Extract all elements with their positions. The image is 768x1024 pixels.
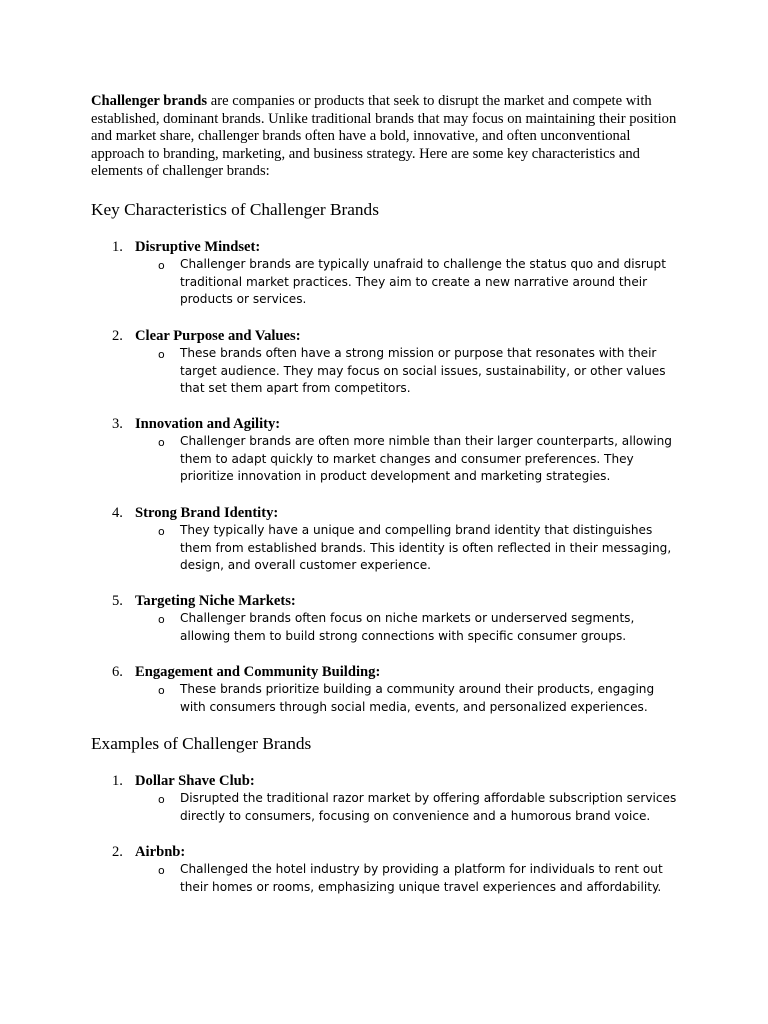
- bullet-marker: o: [158, 525, 165, 538]
- item-description: Challenger brands are typically unafraid to challenge the status quo and disrupt traditional market practices. They aim to create a new narrative around their products or services.: [180, 257, 666, 307]
- item-title: Dollar Shave Club:: [135, 773, 255, 789]
- item-description: Challenger brands often focus on niche markets or underserved segments, allowing them to build strong connections with specific consumer groups.: [180, 611, 635, 643]
- item-description: These brands prioritize building a community around their products, engaging with consumers through social media, events, and personalized experiences.: [180, 682, 655, 714]
- bullet-marker: o: [158, 259, 165, 272]
- bullet-marker: o: [158, 684, 165, 697]
- item-title: Strong Brand Identity:: [135, 505, 279, 521]
- item-title: Disruptive Mindset:: [135, 239, 261, 255]
- item-number: 6.: [112, 664, 123, 680]
- intro-bold-lead: Challenger brands: [91, 93, 208, 109]
- examples-heading: Examples of Challenger Brands: [91, 734, 312, 753]
- item-title: Innovation and Agility:: [135, 416, 281, 432]
- item-description: They typically have a unique and compelling brand identity that distinguishes them from established brands. This identity is often reflected in their messaging, design, and overall customer experience.: [180, 523, 672, 573]
- item-description: Challenged the hotel industry by providing a platform for individuals to rent out their homes or rooms, emphasizing unique travel experiences and affordability.: [180, 862, 663, 894]
- bullet-marker: o: [158, 864, 165, 877]
- item-number: 2.: [112, 844, 123, 860]
- bullet-marker: o: [158, 793, 165, 806]
- item-number: 1.: [112, 239, 123, 255]
- bullet-marker: o: [158, 436, 165, 449]
- intro-text: are companies or products that seek to disrupt the market and compete with established, dominant brands. Unlike traditional brands that may focus on maintaining their position and market share, challenger brands often have a bold, innovative, and often unconventional approach to branding, marketing, and business strategy. Here are some key characteristics and elements of challenger brands:: [91, 93, 677, 180]
- item-title: Clear Purpose and Values:: [135, 328, 301, 344]
- intro-paragraph: [91, 93, 681, 181]
- characteristics-heading: Key Characteristics of Challenger Brands: [91, 200, 379, 219]
- item-title: Airbnb:: [135, 844, 186, 860]
- item-description: These brands often have a strong mission or purpose that resonates with their target audience. They may focus on social issues, sustainability, or other values that set them apart from competitors.: [180, 346, 666, 396]
- item-description: Challenger brands are often more nimble than their larger counterparts, allowing them to adapt quickly to market changes and consumer preferences. They prioritize innovation in product development and marketing strategies.: [180, 434, 672, 484]
- item-number: 3.: [112, 416, 123, 432]
- item-number: 2.: [112, 328, 123, 344]
- item-number: 1.: [112, 773, 123, 789]
- item-number: 4.: [112, 505, 123, 521]
- item-title: Targeting Niche Markets:: [135, 593, 296, 609]
- bullet-marker: o: [158, 348, 165, 361]
- item-number: 5.: [112, 593, 123, 609]
- item-title: Engagement and Community Building:: [135, 664, 381, 680]
- item-description: Disrupted the traditional razor market by offering affordable subscription services directly to consumers, focusing on convenience and a humorous brand voice.: [180, 791, 677, 823]
- bullet-marker: o: [158, 613, 165, 626]
